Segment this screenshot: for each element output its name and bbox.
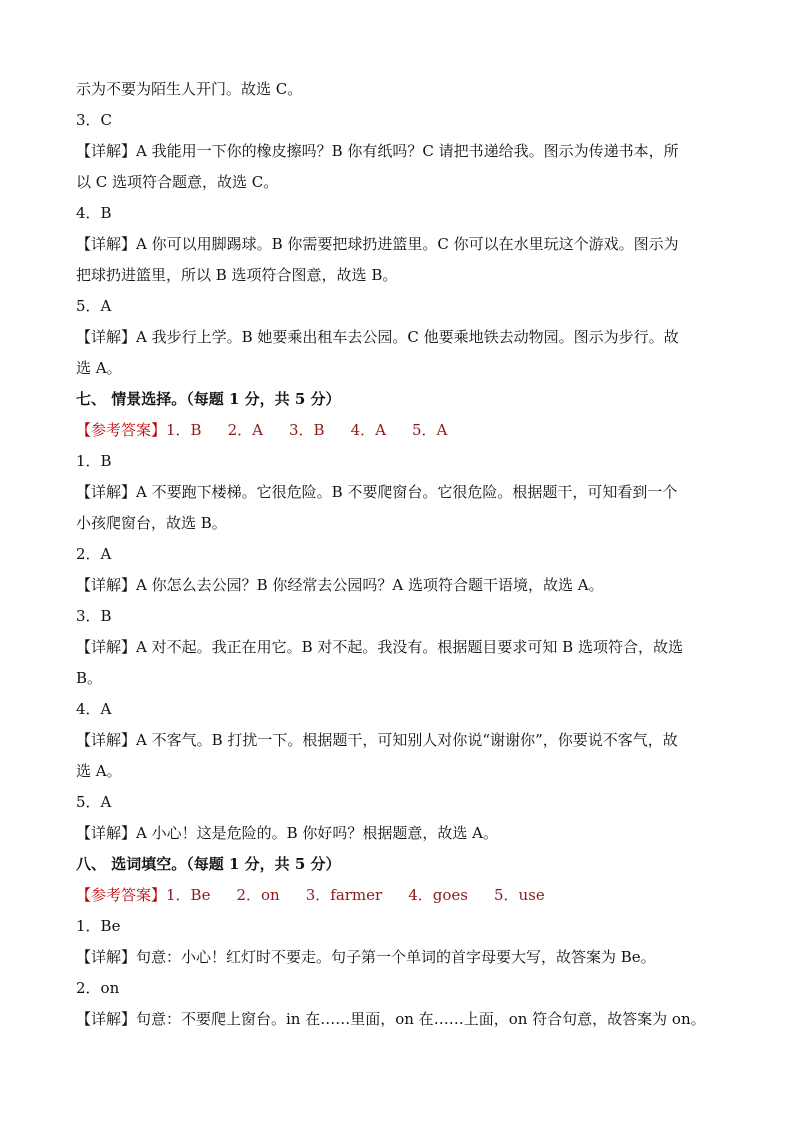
explanation-text: 【详解】A 小心！这是危险的。B 你好吗？根据题意，故选 A。 <box>76 824 498 842</box>
explanation-text: 把球扔进篮里，所以 B 选项符合图意，故选 B。 <box>76 266 398 284</box>
explanation-text: 【详解】A 我步行上学。B 她要乘出租车去公园。C 他要乘地铁去动物园。图示为步行。故 <box>76 328 679 346</box>
explanation-text: 【详解】A 我能用一下你的橡皮擦吗？B 你有纸吗？C 请把书递给我。图示为传递书本，所 <box>76 142 679 160</box>
explanation-text: 【详解】A 不客气。B 打扰一下。根据题干，可知别人对你说“谢谢你”，你要说不客气，故 <box>76 731 678 749</box>
explanation-text: 【详解】A 你可以用脚踢球。B 你需要把球扔进篮里。C 你可以在水里玩这个游戏。图示为 <box>76 235 679 253</box>
question-number: 2．A <box>76 545 112 563</box>
answer-key-item: 2．on <box>236 886 280 904</box>
explanation-text: 【详解】句意：小心！红灯时不要走。句子第一个单词的首字母要大写，故答案为 Be。 <box>76 948 656 966</box>
answer-key-item: 3．farmer <box>305 886 383 904</box>
explanation-text: 【详解】A 不要跑下楼梯。它很危险。B 不要爬窗台。它很危险。根据题干，可知看到一个 <box>76 483 678 501</box>
answer-key-label: 【参考答案】 <box>76 886 167 904</box>
answer-key-line <box>76 880 718 911</box>
answer-key-item: 4．A <box>350 421 386 439</box>
question-number: 3．B <box>76 607 112 625</box>
question-number: 1．Be <box>76 917 121 935</box>
answer-key-item: 4．goes <box>408 886 468 904</box>
explanation-text: 小孩爬窗台，故选 B。 <box>76 514 227 532</box>
section-heading: 七、 情景选择。（每题 1 分，共 5 分） <box>76 390 341 408</box>
question-number: 1．B <box>76 452 112 470</box>
explanation-text: 示为不要为陌生人开门。故选 C。 <box>76 80 303 98</box>
answer-key-item: 1．B <box>166 421 202 439</box>
answer-key-label: 【参考答案】 <box>76 421 167 439</box>
question-number: 4．B <box>76 204 112 222</box>
answer-key-item: 1．Be <box>166 886 211 904</box>
explanation-text: 【详解】A 你怎么去公园？B 你经常去公园吗？A 选项符合题干语境，故选 A。 <box>76 576 604 594</box>
answer-key-item: 2．A <box>227 421 263 439</box>
explanation-text: 【详解】A 对不起。我正在用它。B 对不起。我没有。根据题目要求可知 B 选项符合，故选 <box>76 638 683 656</box>
answer-key-item: 5．A <box>411 421 448 439</box>
explanation-text: B。 <box>76 669 103 687</box>
question-number: 5．A <box>76 297 112 315</box>
explanation-text: 选 A。 <box>76 359 122 377</box>
document-page <box>76 74 718 1035</box>
question-number: 4．A <box>76 700 112 718</box>
explanation-text: 【详解】句意：不要爬上窗台。in 在……里面，on 在……上面，on 符合句意，故答案为 on。 <box>76 1010 706 1028</box>
section-heading: 八、 选词填空。（每题 1 分，共 5 分） <box>76 855 341 873</box>
explanation-text: 以 C 选项符合题意，故选 C。 <box>76 173 279 191</box>
question-number: 2．on <box>76 979 120 997</box>
question-number: 5．A <box>76 793 112 811</box>
question-number: 3．C <box>76 111 113 129</box>
answer-key-line <box>76 415 718 446</box>
answer-key-item: 3．B <box>288 421 325 439</box>
answer-key-item: 5．use <box>493 886 545 904</box>
explanation-text: 选 A。 <box>76 762 122 780</box>
